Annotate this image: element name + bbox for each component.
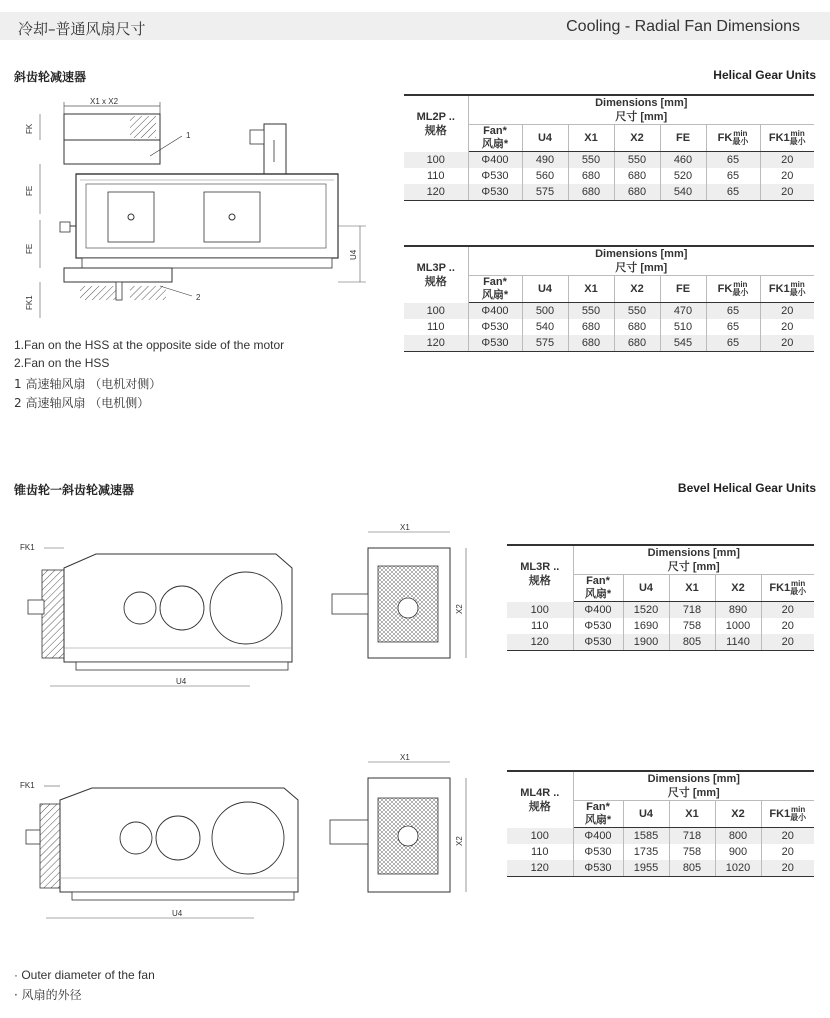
label-x2-4r: X2 bbox=[455, 836, 464, 846]
note-2-en: 2.Fan on the HSS bbox=[14, 356, 110, 370]
table-row: 100 Φ400 1585 718 800 20 bbox=[507, 828, 814, 845]
col-fan: Fan* 风扇* bbox=[573, 575, 623, 602]
col-x1: X1 bbox=[669, 801, 715, 828]
section-title-bevel-cn: 锥齿轮一斜齿轮减速器 bbox=[14, 483, 135, 497]
col-fan: Fan* 风扇* bbox=[468, 276, 522, 303]
model-cell bbox=[404, 246, 468, 303]
table-row: 100 Φ400 1520 718 890 20 bbox=[507, 602, 814, 619]
page-title-en: Cooling - Radial Fan Dimensions bbox=[566, 18, 800, 35]
col-fan: Fan* 风扇* bbox=[468, 125, 522, 152]
footnote-cn: · 风扇的外径 bbox=[14, 988, 82, 1002]
label-x1x2: X1 x X2 bbox=[90, 97, 119, 106]
col-u4: U4 bbox=[522, 125, 568, 152]
callout-1: 1 bbox=[186, 131, 191, 140]
bevel-unit-3r-side-drawing bbox=[16, 538, 316, 708]
size-label: 规格 bbox=[424, 124, 447, 137]
col-u4: U4 bbox=[623, 801, 669, 828]
footnote-en: · Outer diameter of the fan bbox=[14, 968, 155, 982]
col-x2: X2 bbox=[715, 575, 761, 602]
table-row: 120 Φ530 575 680 680 540 65 20 bbox=[404, 184, 814, 201]
label-fk1-3r: FK1 bbox=[20, 543, 35, 552]
dimensions-header: Dimensions [mm] 尺寸 [mm] bbox=[468, 95, 814, 125]
col-fk1: FK1min 最小 bbox=[761, 801, 814, 828]
label-u4: U4 bbox=[349, 249, 358, 260]
size-label: 规格 bbox=[424, 275, 447, 288]
model-name: ML3R .. bbox=[520, 560, 560, 573]
model-cell bbox=[507, 771, 573, 828]
note-2-cn: 2 高速轴风扇 （电机侧） bbox=[14, 396, 150, 410]
label-fk1-4r: FK1 bbox=[20, 781, 35, 790]
bevel-unit-3r-end-drawing bbox=[326, 522, 486, 682]
label-u4-4r: U4 bbox=[172, 909, 183, 918]
dimension-table-ml2p bbox=[404, 94, 814, 201]
col-u4: U4 bbox=[522, 276, 568, 303]
label-u4-3r: U4 bbox=[176, 677, 187, 686]
section-title-helical-cn: 斜齿轮减速器 bbox=[14, 70, 87, 84]
col-x2: X2 bbox=[614, 276, 660, 303]
label-fk1: FK1 bbox=[25, 295, 34, 310]
table-row: 110 Φ530 1735 758 900 20 bbox=[507, 844, 814, 860]
model-name: ML4R .. bbox=[520, 786, 560, 799]
table-row: 110 Φ530 560 680 680 520 65 20 bbox=[404, 168, 814, 184]
note-1-en: 1.Fan on the HSS at the opposite side of the motor bbox=[14, 338, 285, 352]
bevel-unit-4r-end-drawing bbox=[326, 752, 486, 912]
note-1-cn: 1 高速轴风扇 （电机对侧） bbox=[14, 377, 162, 391]
col-fk1: FK1min 最小 bbox=[761, 575, 814, 602]
col-x1: X1 bbox=[568, 125, 614, 152]
label-fk: FK bbox=[25, 123, 34, 134]
dimensions-header: Dimensions [mm] 尺寸 [mm] bbox=[573, 545, 814, 575]
col-x1: X1 bbox=[568, 276, 614, 303]
col-fk1: FK1min 最小 bbox=[760, 125, 814, 152]
dimension-table-ml4r bbox=[507, 770, 814, 877]
table-row: 110 Φ530 540 680 680 510 65 20 bbox=[404, 319, 814, 335]
size-label: 规格 bbox=[528, 574, 551, 587]
dimensions-header: Dimensions [mm] 尺寸 [mm] bbox=[468, 246, 814, 276]
col-x2: X2 bbox=[614, 125, 660, 152]
table-row: 100 Φ400 500 550 550 470 65 20 bbox=[404, 303, 814, 320]
col-fk: FKmin 最小 bbox=[706, 276, 760, 303]
label-x2-3r: X2 bbox=[455, 604, 464, 614]
model-cell bbox=[507, 545, 573, 602]
callout-2: 2 bbox=[196, 293, 201, 302]
label-fe-top: FE bbox=[25, 185, 34, 196]
col-fe: FE bbox=[660, 276, 706, 303]
section-title-helical-en: Helical Gear Units bbox=[713, 68, 816, 82]
dimensions-header: Dimensions [mm] 尺寸 [mm] bbox=[573, 771, 814, 801]
col-u4: U4 bbox=[623, 575, 669, 602]
col-fan: Fan* 风扇* bbox=[573, 801, 623, 828]
model-name: ML2P .. bbox=[416, 110, 455, 123]
section-title-bevel-en: Bevel Helical Gear Units bbox=[677, 481, 816, 495]
table-row: 100 Φ400 490 550 550 460 65 20 bbox=[404, 152, 814, 169]
col-fk1: FK1min 最小 bbox=[760, 276, 814, 303]
label-x1-3r: X1 bbox=[400, 523, 410, 532]
table-row: 120 Φ530 1955 805 1020 20 bbox=[507, 860, 814, 877]
table-row: 120 Φ530 575 680 680 545 65 20 bbox=[404, 335, 814, 352]
model-cell bbox=[404, 95, 468, 152]
model-name: ML3P .. bbox=[416, 261, 455, 274]
table-row: 110 Φ530 1690 758 1000 20 bbox=[507, 618, 814, 634]
table-row: 120 Φ530 1900 805 1140 20 bbox=[507, 634, 814, 651]
label-x1-4r: X1 bbox=[400, 753, 410, 762]
col-fk: FKmin 最小 bbox=[706, 125, 760, 152]
label-fe-bottom: FE bbox=[25, 243, 34, 254]
dimension-table-ml3r bbox=[507, 544, 814, 651]
dimension-table-ml3p bbox=[404, 245, 814, 352]
col-x1: X1 bbox=[669, 575, 715, 602]
helical-unit-drawing bbox=[20, 96, 380, 326]
col-fe: FE bbox=[660, 125, 706, 152]
bevel-unit-4r-side-drawing bbox=[16, 774, 316, 934]
col-x2: X2 bbox=[715, 801, 761, 828]
page-title-cn: 冷却–普通风扇尺寸 bbox=[18, 20, 146, 38]
size-label: 规格 bbox=[528, 800, 551, 813]
